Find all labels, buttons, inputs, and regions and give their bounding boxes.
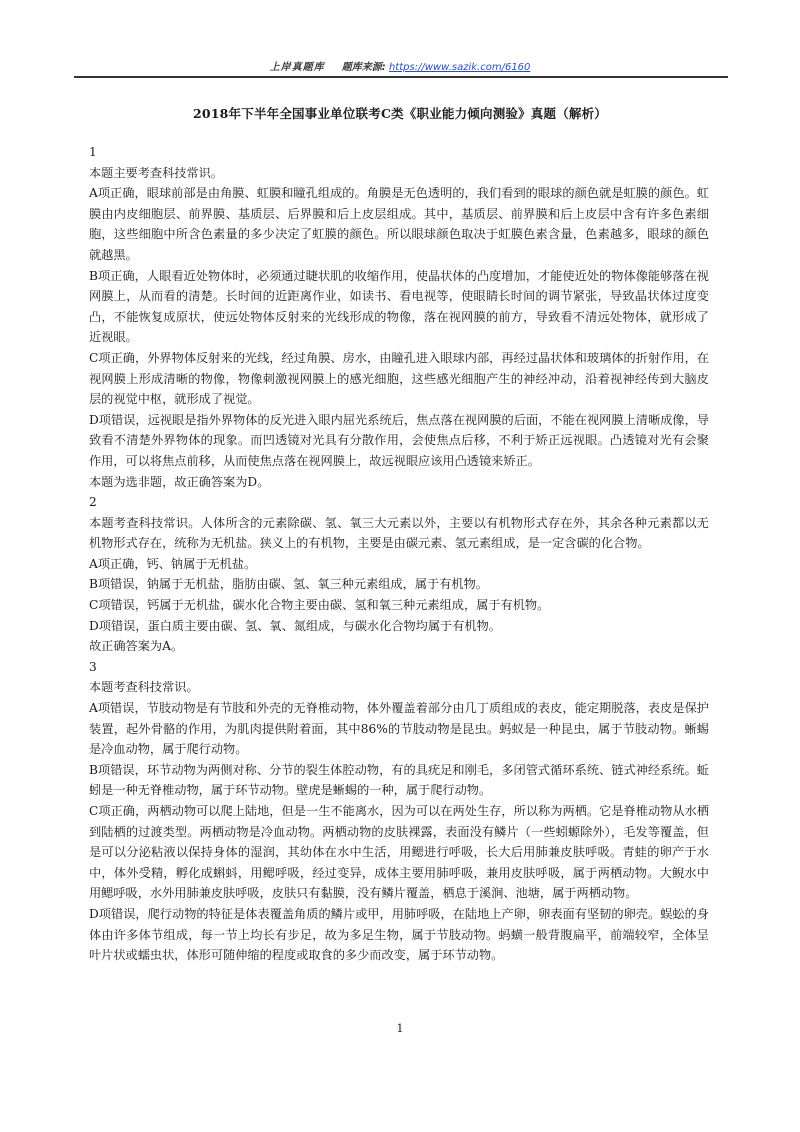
header-divider (74, 76, 728, 78)
paragraph: 本题为选非题，故正确答案为D。 (89, 474, 270, 489)
paragraph: C项错误，钙属于无机盐，碳水化合物主要由碳、氢和氧三种元素组成，属于有机物。 (89, 598, 550, 613)
page-number: 1 (396, 1022, 404, 1035)
paragraph: A项错误，节肢动物是有节肢和外壳的无脊椎动物，体外覆盖着部分由几丁质组成的表皮，能定期脱落，表皮是保护装置，起外骨骼的作用，为肌肉提供附着面，其中86%的节肢动物是昆虫。蚂蚁是一种昆虫，属于节肢动物。蜥蜴是冷血动物，属于爬行动物。 (89, 701, 709, 757)
page-header (0, 58, 800, 73)
paragraph: 本题考查科技常识。人体所含的元素除碳、氢、氧三大元素以外，主要以有机物形式存在外，其余各种元素都以无机物形式存在，统称为无机盐。狭义上的有机物，主要是由碳元素、氢元素组成，是一定含碳的化合物。 (89, 515, 709, 551)
question-number: 3 (89, 659, 97, 674)
paragraph: B项错误，环节动物为两侧对称、分节的裂生体腔动物，有的具疣足和刚毛，多闭管式循环系统、链式神经系统。蚯蚓是一种无脊椎动物，属于环节动物。壁虎是蜥蜴的一种，属于爬行动物。 (89, 762, 709, 798)
paragraph: B项错误，钠属于无机盐，脂肪由碳、氢、氧三种元素组成，属于有机物。 (89, 577, 488, 592)
question-number: 1 (89, 145, 97, 159)
header-brand: 上岸真题库 (269, 62, 325, 73)
paragraph: C项正确，外界物体反射来的光线，经过角膜、房水，由瞳孔进入眼球内部，再经过晶状体和玻璃体的折射作用，在视网膜上形成清晰的物像，物像刺激视网膜上的感光细胞，这些感光细胞产生的神经冲动，沿着视神经传到大脑皮层的视觉中枢，就形成了视觉。 (89, 350, 709, 407)
paragraph: 本题考查科技常识。 (89, 680, 199, 695)
paragraph: D项错误，蛋白质主要由碳、氢、氧、氮组成，与碳水化合物均属于有机物。 (89, 618, 501, 633)
document-body (89, 142, 709, 966)
paragraph: A项正确，眼球前部是由角膜、虹膜和瞳孔组成的。角膜是无色透明的，我们看到的眼球的颜色就是虹膜的颜色。虹膜由内皮细胞层、前界膜、基质层、后界膜和后上皮层组成。其中，基质层、前界膜和后上皮层中含有许多色素细胞，这些细胞中所含色素量的多少决定了虹膜的颜色。所以眼球颜色取决于虹膜色素含量，色素越多，眼球的颜色就越黑。 (89, 186, 709, 262)
paragraph: C项正确，两栖动物可以爬上陆地，但是一生不能离水，因为可以在两处生存，所以称为两栖。它是脊椎动物从水栖到陆栖的过渡类型。两栖动物是冷血动物。两栖动物的皮肤裸露，表面没有鳞片（一些蚓螈除外），毛发等覆盖，但是可以分泌粘液以保持身体的湿润，其幼体在水中生活，用鳃进行呼吸，长大后用肺兼皮肤呼吸。青蛙的卵产于水中，体外受精，孵化成蝌蚪，用鳃呼吸，经过变异，成体主要用肺呼吸，兼用皮肤呼吸，属于两栖动物。大鲵水中用鳃呼吸，水外用肺兼皮肤呼吸，皮肤只有黏膜，没有鳞片覆盖，栖息于溪涧、池塘，属于两栖动物。 (89, 804, 709, 901)
paragraph: B项正确，人眼看近处物体时，必须通过睫状肌的收缩作用，使晶状体的凸度增加，才能使近处的物体像能够落在视网膜上，从而看的清楚。长时间的近距离作业，如读书、看电视等，使眼睛长时间的调节紧张，导致晶状体过度变凸，不能恢复成原状，使远处物体反射来的光线形成的物像，落在视网膜的前方，导致看不清远处物体，就形成了近视眼。 (89, 268, 709, 345)
paragraph: 本题主要考查科技常识。 (89, 165, 224, 180)
question-number: 2 (89, 495, 97, 510)
paragraph: D项错误，爬行动物的特征是体表覆盖角质的鳞片或甲，用肺呼吸，在陆地上产卵，卵表面有坚韧的卵壳。蜈蚣的身体由许多体节组成，每一节上均长有步足，故为多足生物，属于节肢动物。蚂蟥一般背腹扁平，前端较窄，全体呈叶片状或蠕虫状，体形可随伸缩的程度或取食的多少而改变，属于环节动物。 (89, 906, 709, 963)
header-source-link[interactable]: https://www.sazik.com/6160 (388, 62, 531, 73)
header-source-label: 题库来源: (341, 62, 386, 73)
paragraph: 故正确答案为A。 (89, 639, 184, 654)
document-title: 2018年下半年全国事业单位联考C类《职业能力倾向测验》真题（解析） (192, 106, 608, 121)
paragraph: D项错误，远视眼是指外界物体的反光进入眼内屈光系统后，焦点落在视网膜的后面，不能在视网膜上清晰成像，导致看不清楚外界物体的现象。而凹透镜对光具有分散作用，会使焦点后移，不利于矫正远视眼。凸透镜对光有会聚作用，可以将焦点前移，从而使焦点落在视网膜上，故远视眼应该用凸透镜来矫正。 (89, 412, 709, 468)
paragraph: A项正确，钙、钠属于无机盐。 (89, 556, 257, 571)
